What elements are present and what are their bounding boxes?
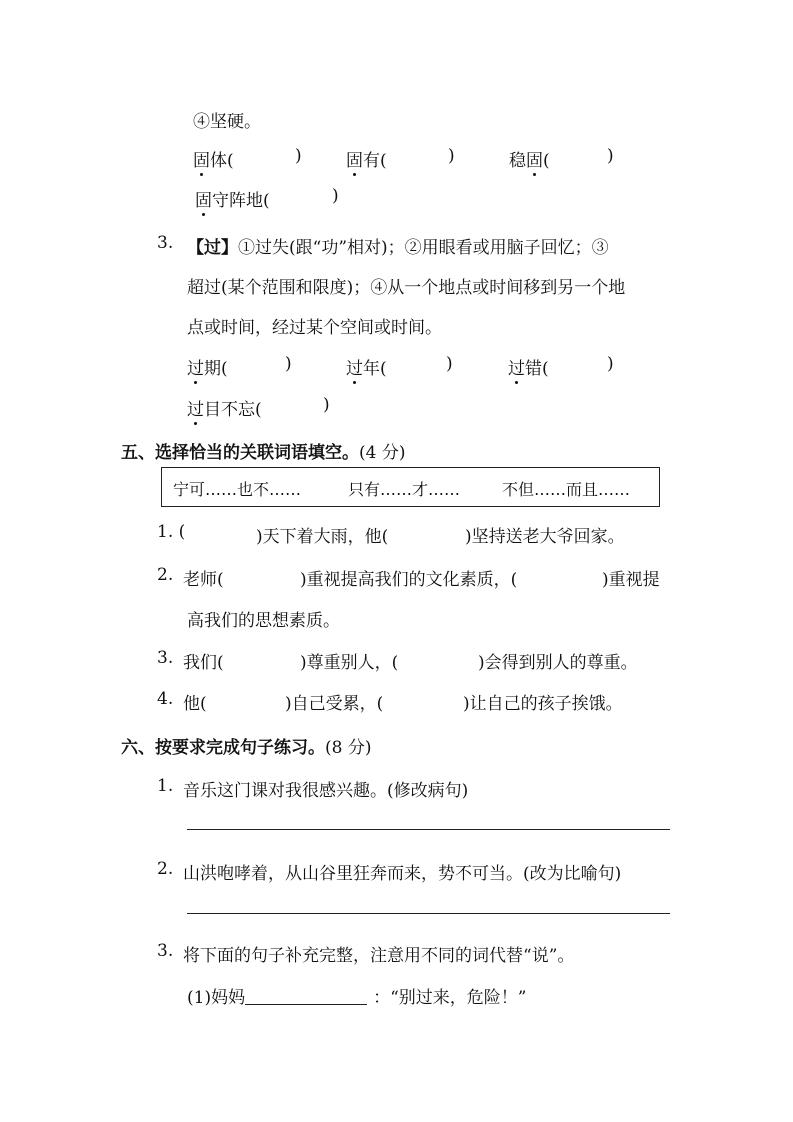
guo-word-3-close: ) <box>607 354 614 374</box>
s5-q4-a: 他( <box>183 694 207 714</box>
s5-q4-mid: )自己受累，( <box>285 694 384 714</box>
s6-q2-text: 山洪咆哮着，从山谷里狂奔而来，势不可当。(改为比喻句) <box>183 864 622 884</box>
item3-line1: 【过】①过失(跟“功”相对)；②用眼看或用脑子回忆；③ <box>187 238 609 258</box>
s6-q3-text: 将下面的句子补充完整，注意用不同的词代替“说”。 <box>183 946 575 966</box>
s5-q2-cont: 高我们的思想素质。 <box>187 611 340 631</box>
s5-q4-num: 4. <box>157 689 174 709</box>
item3-number: 3. <box>157 233 174 253</box>
guo-word-3: 过错( <box>508 354 549 379</box>
section6-heading: 六、按要求完成句子练习。(8 分) <box>121 738 372 758</box>
gu-word-4-close: ) <box>332 186 339 206</box>
conjunction-options-box <box>161 467 660 507</box>
guo-word-4: 过目不忘( <box>187 395 262 420</box>
s5-q2-a: 老师( <box>183 570 224 590</box>
guo-word-1: 过期( <box>187 354 228 379</box>
gu-word-1: 固体( <box>193 146 234 171</box>
guo-word-4-close: ) <box>323 395 330 415</box>
section5-heading: 五、选择恰当的关联词语填空。(4 分) <box>121 443 406 463</box>
gu-word-1-close: ) <box>295 146 302 166</box>
item3-line2: 超过(某个范围和限度)；④从一个地点或时间移到另一个地 <box>187 278 626 298</box>
s6-q3-num: 3. <box>157 941 174 961</box>
s5-q1-mid: )天下着大雨，他( <box>256 527 389 547</box>
option-1: 宁可……也不…… <box>173 480 302 499</box>
gu-word-2: 固有( <box>346 146 387 171</box>
s5-q3-num: 3. <box>157 648 174 668</box>
guo-word-1-close: ) <box>285 354 292 374</box>
option-3: 不但……而且…… <box>502 480 631 499</box>
s6-q3-1: (1)妈妈 ：“别过来，危险！” <box>187 988 527 1008</box>
s5-q3-mid: )尊重别人，( <box>300 653 399 673</box>
gu-word-4: 固守阵地( <box>195 186 270 211</box>
s6-q2-num: 2. <box>157 859 174 879</box>
s6-q2-answer-line[interactable] <box>187 913 670 914</box>
option-2: 只有……才…… <box>348 480 461 499</box>
s6-q1-answer-line[interactable] <box>187 829 670 830</box>
guo-word-2-close: ) <box>446 354 453 374</box>
item3-keyword: 【过】 <box>187 238 238 258</box>
s5-q2-num: 2. <box>157 565 174 585</box>
guo-word-2: 过年( <box>346 354 387 379</box>
gu-word-3-close: ) <box>607 146 614 166</box>
s6-q1-text: 音乐这门课对我很感兴趣。(修改病句) <box>183 781 469 801</box>
s5-q4-end: )让自己的孩子挨饿。 <box>463 694 623 714</box>
gu-word-2-close: ) <box>448 146 455 166</box>
s5-q3-a: 我们( <box>183 653 224 673</box>
meaning-4-line: ④坚硬。 <box>193 112 261 132</box>
item3-line3: 点或时间，经过某个空间或时间。 <box>187 318 442 338</box>
s5-q3-end: )会得到别人的尊重。 <box>478 653 638 673</box>
s5-q2-end: )重视提 <box>602 570 660 590</box>
s5-q1-end: )坚持送老大爷回家。 <box>465 527 625 547</box>
s6-q3-1-blank[interactable] <box>245 988 367 1005</box>
s6-q1-num: 1. <box>157 776 174 796</box>
s5-q1-start: 1. ( <box>157 522 186 542</box>
gu-word-3: 稳固( <box>509 146 550 171</box>
s5-q2-mid: )重视提高我们的文化素质，( <box>300 570 518 590</box>
